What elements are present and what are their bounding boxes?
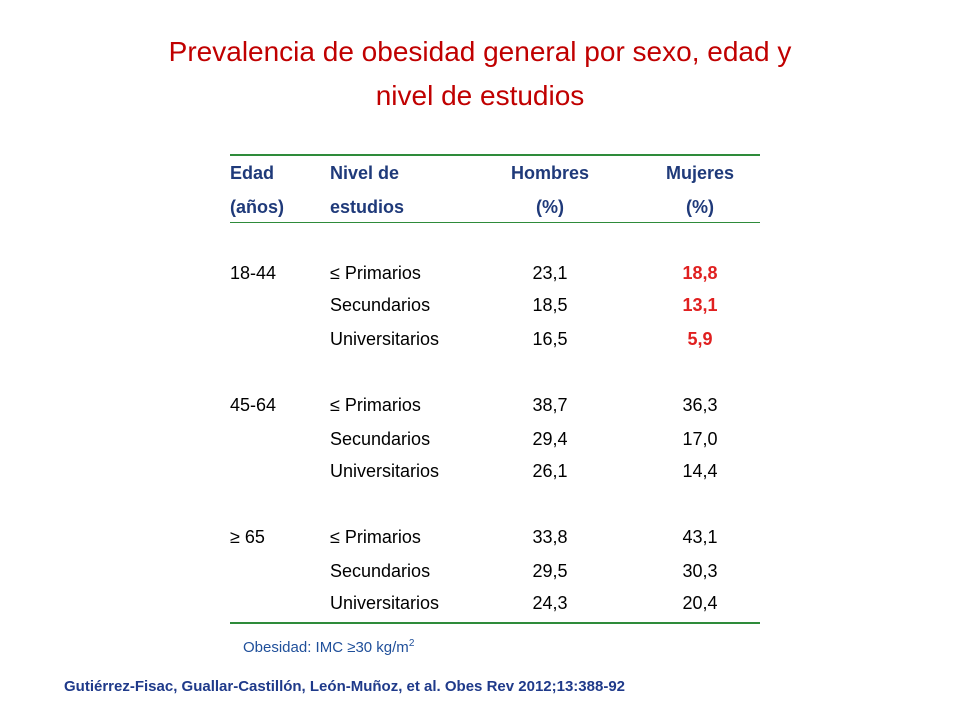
table-cell-hombres: 29,5 <box>532 561 568 581</box>
table-cell-hombres: 33,8 <box>532 527 568 547</box>
header-divider <box>230 222 760 223</box>
prevalence-table <box>230 154 760 624</box>
table-cell-mujeres: 14,4 <box>682 461 718 481</box>
header-hombres-line-2: (%) <box>536 197 564 217</box>
table-cell-hombres: 38,7 <box>532 395 568 415</box>
table-cell-mujeres: 20,4 <box>682 593 718 613</box>
age-group-label: 18-44 <box>230 263 277 283</box>
table-cell-nivel: Universitarios <box>330 461 440 481</box>
header-hombres-line-1: Hombres <box>510 163 590 183</box>
table-cell-nivel: Secundarios <box>330 561 431 581</box>
table-cell-nivel: Universitarios <box>330 593 440 613</box>
table-cell-nivel: ≤ Primarios <box>330 527 421 547</box>
header-mujeres-line-2: (%) <box>686 197 714 217</box>
footnote-superscript: 2 <box>408 638 415 649</box>
header-edad-line-2: (años) <box>230 197 284 217</box>
citation: Gutiérrez-Fisac, Guallar-Castillón, León-Muñoz, et al. Obes Rev 2012;13:388-92 <box>64 678 626 695</box>
table-cell-hombres: 29,4 <box>532 429 568 449</box>
table-cell-mujeres: 17,0 <box>682 429 718 449</box>
table-cell-nivel: Secundarios <box>330 295 431 315</box>
table-cell-nivel: ≤ Primarios <box>330 263 421 283</box>
footnote-text: Obesidad: IMC ≥30 kg/m <box>243 639 409 656</box>
table-cell-mujeres: 30,3 <box>682 561 718 581</box>
table-cell-hombres: 24,3 <box>532 593 568 613</box>
table-cell-mujeres: 36,3 <box>682 395 718 415</box>
table-cell-hombres: 18,5 <box>532 295 568 315</box>
table-cell-hombres: 26,1 <box>532 461 568 481</box>
table-cell-nivel: Secundarios <box>330 429 431 449</box>
age-group-label: 45-64 <box>230 395 277 415</box>
header-nivel-line-1: Nivel de <box>330 163 400 183</box>
table-cell-nivel: ≤ Primarios <box>330 395 421 415</box>
slide-title-line-1: Prevalencia de obesidad general por sexo, edad y <box>168 36 792 67</box>
footnote <box>243 638 414 656</box>
table-cell-mujeres-highlight: 18,8 <box>682 263 718 283</box>
table-cell-nivel: Universitarios <box>330 329 440 349</box>
slide-title <box>60 30 900 118</box>
table-cell-mujeres: 43,1 <box>682 527 718 547</box>
table-cell-hombres: 16,5 <box>532 329 568 349</box>
age-group-label: ≥ 65 <box>230 527 265 547</box>
table-cell-hombres: 23,1 <box>532 263 568 283</box>
header-mujeres-line-1: Mujeres <box>665 163 735 183</box>
header-edad-line-1: Edad <box>230 163 275 183</box>
table-cell-mujeres-highlight: 13,1 <box>682 295 718 315</box>
header-nivel-line-2: estudios <box>330 197 405 217</box>
table-cell-mujeres-highlight: 5,9 <box>687 329 713 349</box>
slide-title-line-2: nivel de estudios <box>375 80 585 111</box>
